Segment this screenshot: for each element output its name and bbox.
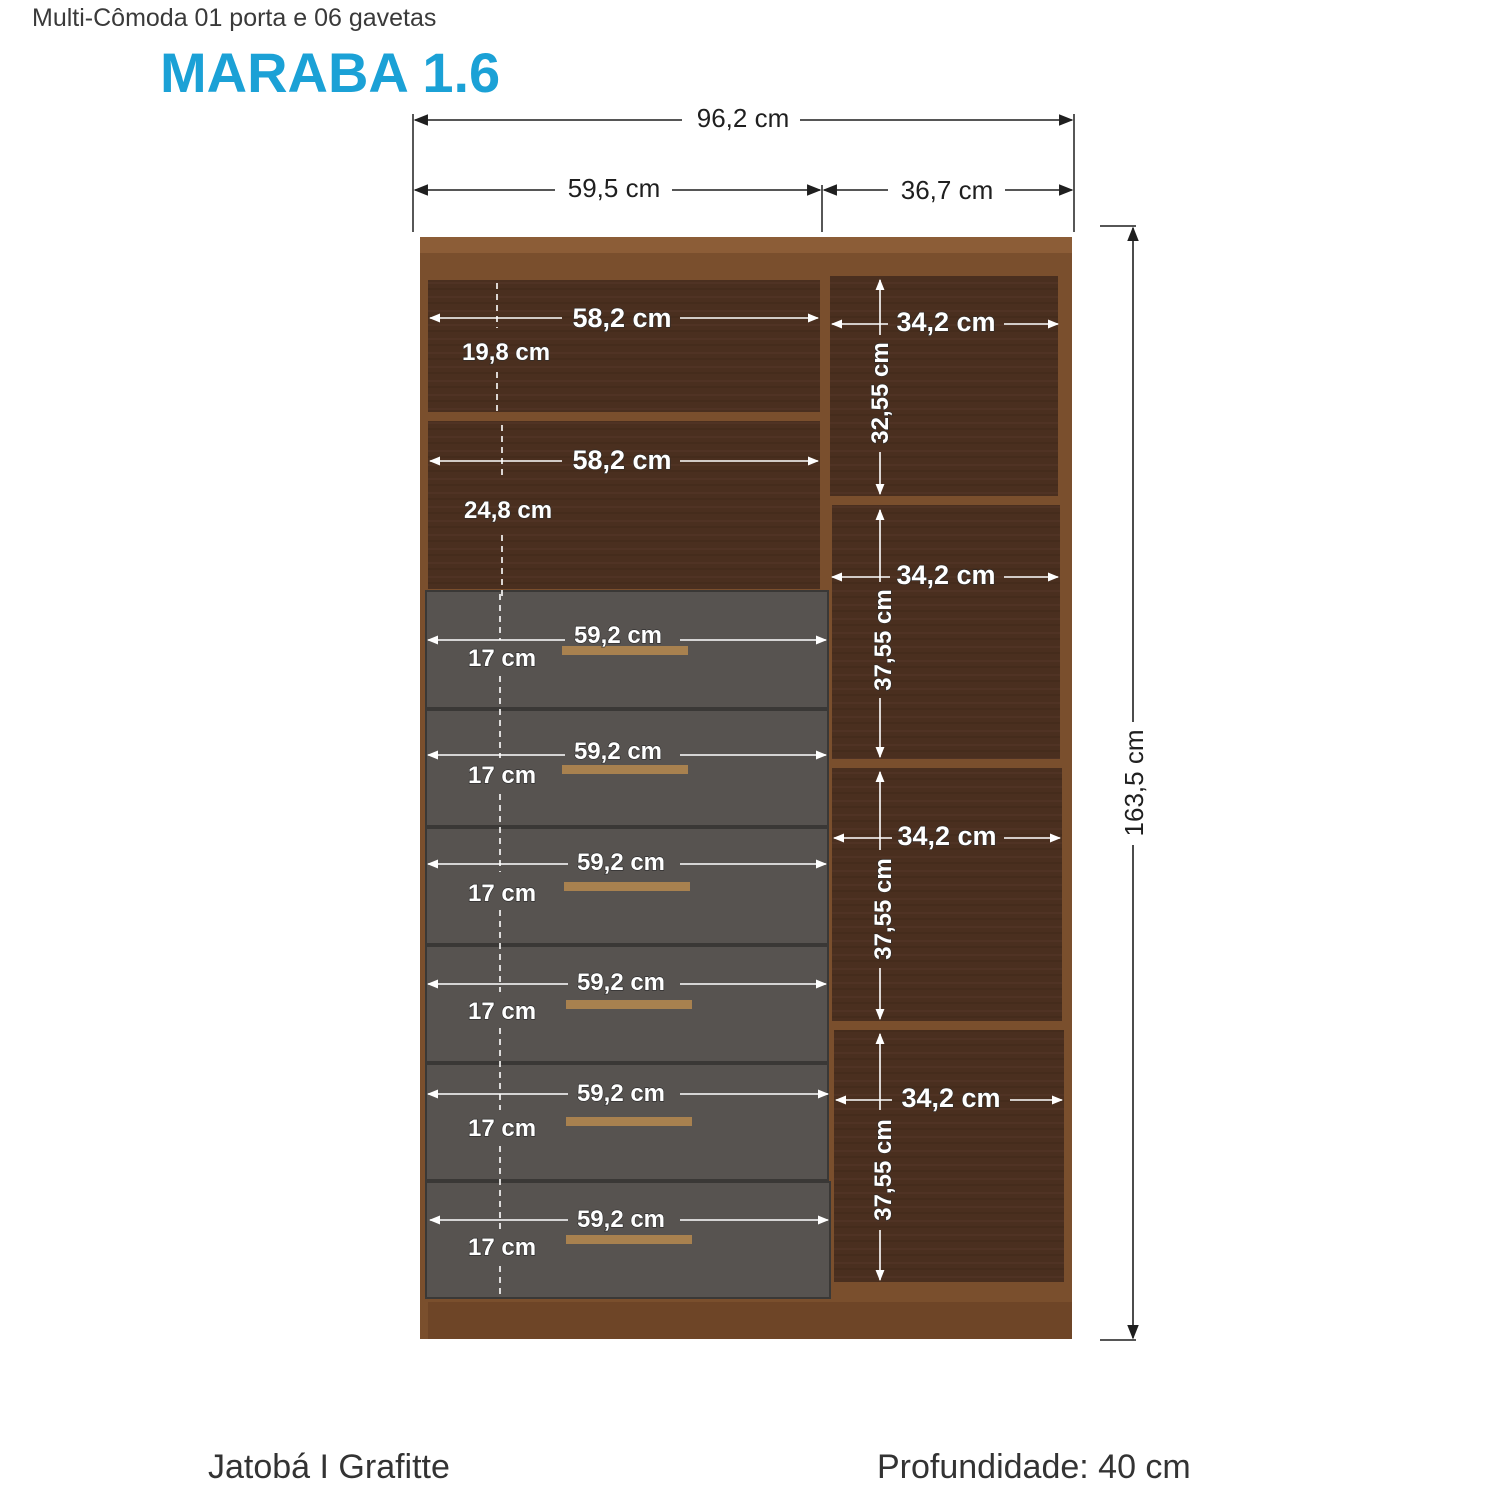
cabinet-top	[420, 237, 1072, 253]
drawer-4-height-label: 17 cm	[468, 998, 537, 1025]
cabinet-base	[428, 1302, 1072, 1339]
drawer-6-width-label: 59,2 cm	[576, 1206, 666, 1233]
right-niche-1-width-label: 34,2 cm	[896, 307, 996, 337]
right-niche-1-height-label: 32,55 cm	[867, 342, 894, 444]
left-niche-2-width-label: 58,2 cm	[572, 445, 672, 475]
left-niche-2-height-label: 24,8 cm	[464, 497, 553, 524]
drawer-5-height-label: 17 cm	[468, 1115, 537, 1142]
left-shelf	[428, 412, 820, 421]
right-width-label: 36,7 cm	[900, 175, 994, 205]
left-niche-1-height-label: 19,8 cm	[462, 339, 551, 366]
depth-label: Profundidade: 40 cm	[877, 1448, 1191, 1486]
total-width-label: 96,2 cm	[696, 103, 790, 133]
right-niche-3-width-label: 34,2 cm	[897, 821, 997, 851]
finish-label: Jatobá I Grafitte	[208, 1448, 450, 1486]
right-shelf	[830, 759, 1064, 768]
right-niche-3-height-label: 37,55 cm	[870, 858, 897, 960]
right-niche-2-height-label: 37,55 cm	[870, 589, 897, 691]
total-height-label: 163,5 cm	[1119, 729, 1149, 837]
right-niche	[832, 768, 1062, 1021]
right-shelf	[830, 496, 1062, 505]
right-niche-4-width-label: 34,2 cm	[901, 1083, 1001, 1113]
drawer-2-height-label: 17 cm	[468, 762, 537, 789]
drawer-1-width-label: 59,2 cm	[573, 622, 663, 649]
right-niche-4-height-label: 37,55 cm	[870, 1119, 897, 1221]
drawer-6-height-label: 17 cm	[468, 1234, 537, 1261]
right-niche	[834, 1030, 1064, 1282]
drawer-stack	[426, 591, 830, 1298]
drawer-handle[interactable]	[566, 1000, 692, 1009]
drawer-2-width-label: 59,2 cm	[573, 738, 663, 765]
drawer-4-width-label: 59,2 cm	[576, 969, 666, 996]
drawer-handle[interactable]	[566, 1235, 692, 1244]
drawer-handle[interactable]	[562, 765, 688, 774]
left-niche-1-width-label: 58,2 cm	[572, 303, 672, 333]
product-title: MARABA 1.6	[160, 41, 501, 104]
drawer-1-height-label: 17 cm	[468, 645, 537, 672]
drawer-handle[interactable]	[564, 882, 690, 891]
right-niche-2-width-label: 34,2 cm	[896, 560, 996, 590]
drawer-3-width-label: 59,2 cm	[576, 849, 666, 876]
drawer-handle[interactable]	[566, 1117, 692, 1126]
right-niche	[832, 505, 1060, 759]
left-width-label: 59,5 cm	[567, 173, 661, 203]
right-shelf	[830, 1021, 1066, 1030]
drawer-3-height-label: 17 cm	[468, 880, 537, 907]
drawer-5-width-label: 59,2 cm	[576, 1080, 666, 1107]
product-subtitle: Multi-Cômoda 01 porta e 06 gavetas	[32, 4, 437, 32]
